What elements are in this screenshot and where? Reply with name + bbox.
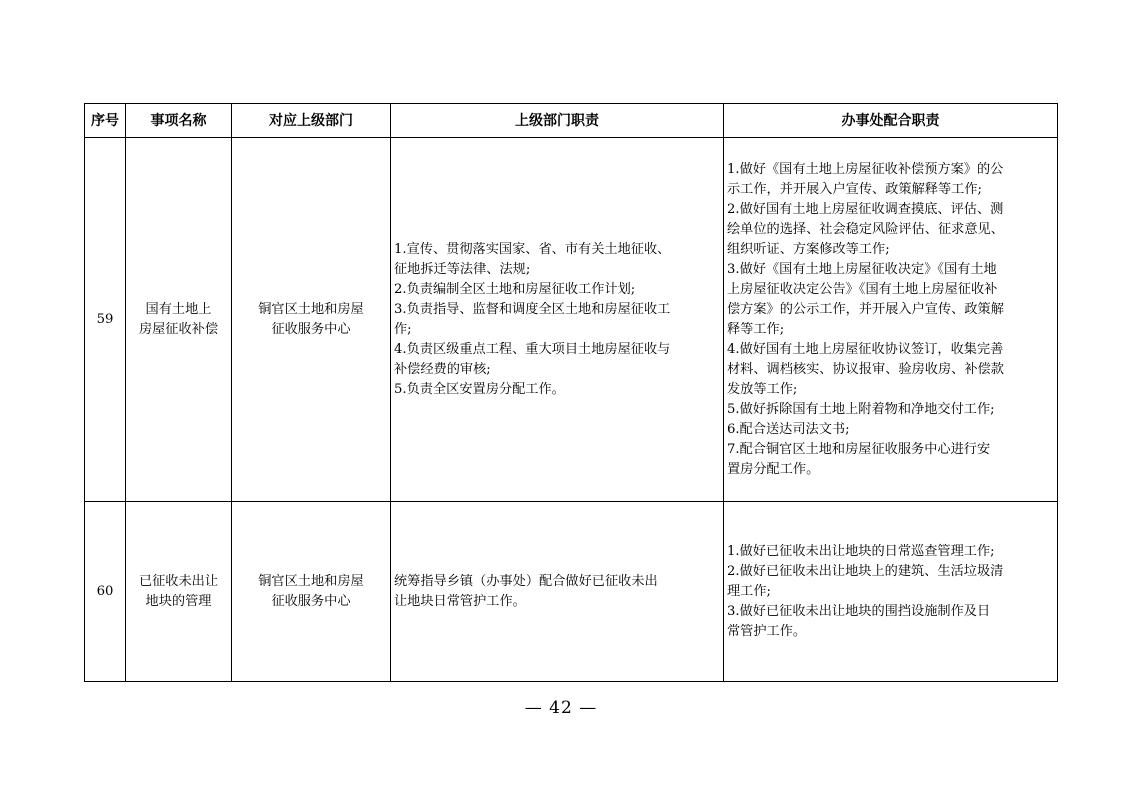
row-office-duties bbox=[724, 502, 1058, 682]
header-item-name: 事项名称 bbox=[126, 104, 232, 138]
item-name-line: 已征收未出让 bbox=[138, 573, 219, 589]
duty-line: 征地拆迁等法律、法规; bbox=[394, 261, 531, 277]
department-line: 铜官区土地和房屋 bbox=[258, 301, 364, 317]
header-superior-duties: 上级部门职责 bbox=[391, 104, 724, 138]
row-item-name bbox=[126, 138, 232, 502]
duty-line: 组织听证、方案修改等工作; bbox=[727, 241, 890, 257]
duty-line: 绘单位的选择、社会稳定风险评估、征求意见、 bbox=[727, 221, 1004, 237]
row-seq: 59 bbox=[85, 138, 126, 502]
duty-line: 让地块日常管护工作。 bbox=[394, 593, 526, 609]
duty-line: 作; bbox=[394, 321, 412, 337]
table-row bbox=[85, 138, 1058, 502]
duty-line: 2.负责编制全区土地和房屋征收工作计划; bbox=[394, 281, 636, 297]
duty-table bbox=[84, 103, 1058, 682]
duty-line: 2.做好国有土地上房屋征收调查摸底、评估、测 bbox=[727, 201, 1004, 217]
header-department: 对应上级部门 bbox=[232, 104, 391, 138]
row-superior-duties bbox=[391, 502, 724, 682]
duty-line: 材料、调档核实、协议报审、验房收房、补偿款 bbox=[727, 361, 1004, 377]
header-office-duties: 办事处配合职责 bbox=[724, 104, 1058, 138]
row-item-name bbox=[126, 502, 232, 682]
duty-line: 理工作; bbox=[727, 583, 772, 599]
duty-line: 释等工作; bbox=[727, 321, 785, 337]
duty-line: 2.做好已征收未出让地块上的建筑、生活垃圾清 bbox=[727, 563, 1004, 579]
header-seq: 序号 bbox=[85, 104, 126, 138]
duty-line: 3.负责指导、监督和调度全区土地和房屋征收工 bbox=[394, 301, 671, 317]
duty-line: 统筹指导乡镇（办事处）配合做好已征收未出 bbox=[394, 573, 658, 589]
table-row bbox=[85, 502, 1058, 682]
duty-line: 置房分配工作。 bbox=[727, 461, 820, 477]
row-office-duties bbox=[724, 138, 1058, 502]
row-superior-duties bbox=[391, 138, 724, 502]
duty-line: 上房屋征收决定公告》《国有土地上房屋征收补 bbox=[727, 281, 998, 297]
duty-line: 5.负责全区安置房分配工作。 bbox=[394, 381, 565, 397]
duty-line: 发放等工作; bbox=[727, 381, 798, 397]
duty-line: 7.配合铜官区土地和房屋征收服务中心进行安 bbox=[727, 441, 991, 457]
duty-line: 4.做好国有土地上房屋征收协议签订，收集完善 bbox=[727, 341, 1004, 357]
row-seq: 60 bbox=[85, 502, 126, 682]
duty-line: 补偿经费的审核; bbox=[394, 361, 491, 377]
duty-line: 示工作，并开展入户宣传、政策解释等工作; bbox=[727, 181, 983, 197]
duty-line: 1.做好已征收未出让地块的日常巡查管理工作; bbox=[727, 543, 995, 559]
item-name-line: 国有土地上 bbox=[145, 301, 212, 317]
table-header-row bbox=[85, 104, 1058, 138]
page-number: — 42 — bbox=[524, 698, 598, 718]
department-line: 铜官区土地和房屋 bbox=[258, 573, 364, 589]
department-line: 征收服务中心 bbox=[271, 593, 351, 609]
row-department bbox=[232, 502, 391, 682]
duty-line: 1.宣传、贯彻落实国家、省、市有关土地征收、 bbox=[394, 241, 671, 257]
duty-line: 常管护工作。 bbox=[727, 623, 807, 639]
item-name-line: 房屋征收补偿 bbox=[138, 321, 219, 337]
duty-line: 6.配合送达司法文书; bbox=[727, 421, 850, 437]
duty-line: 4.负责区级重点工程、重大项目土地房屋征收与 bbox=[394, 341, 671, 357]
duty-line: 偿方案》的公示工作，并开展入户宣传、政策解 bbox=[727, 301, 1004, 317]
duty-line: 1.做好《国有土地上房屋征收补偿预方案》的公 bbox=[727, 161, 1004, 177]
duty-line: 3.做好《国有土地上房屋征收决定》《国有土地 bbox=[727, 261, 997, 277]
duty-line: 5.做好拆除国有土地上附着物和净地交付工作; bbox=[727, 401, 995, 417]
item-name-line: 地块的管理 bbox=[145, 593, 212, 609]
duty-line: 3.做好已征收未出让地块的围挡设施制作及日 bbox=[727, 603, 991, 619]
row-department bbox=[232, 138, 391, 502]
department-line: 征收服务中心 bbox=[271, 321, 351, 337]
